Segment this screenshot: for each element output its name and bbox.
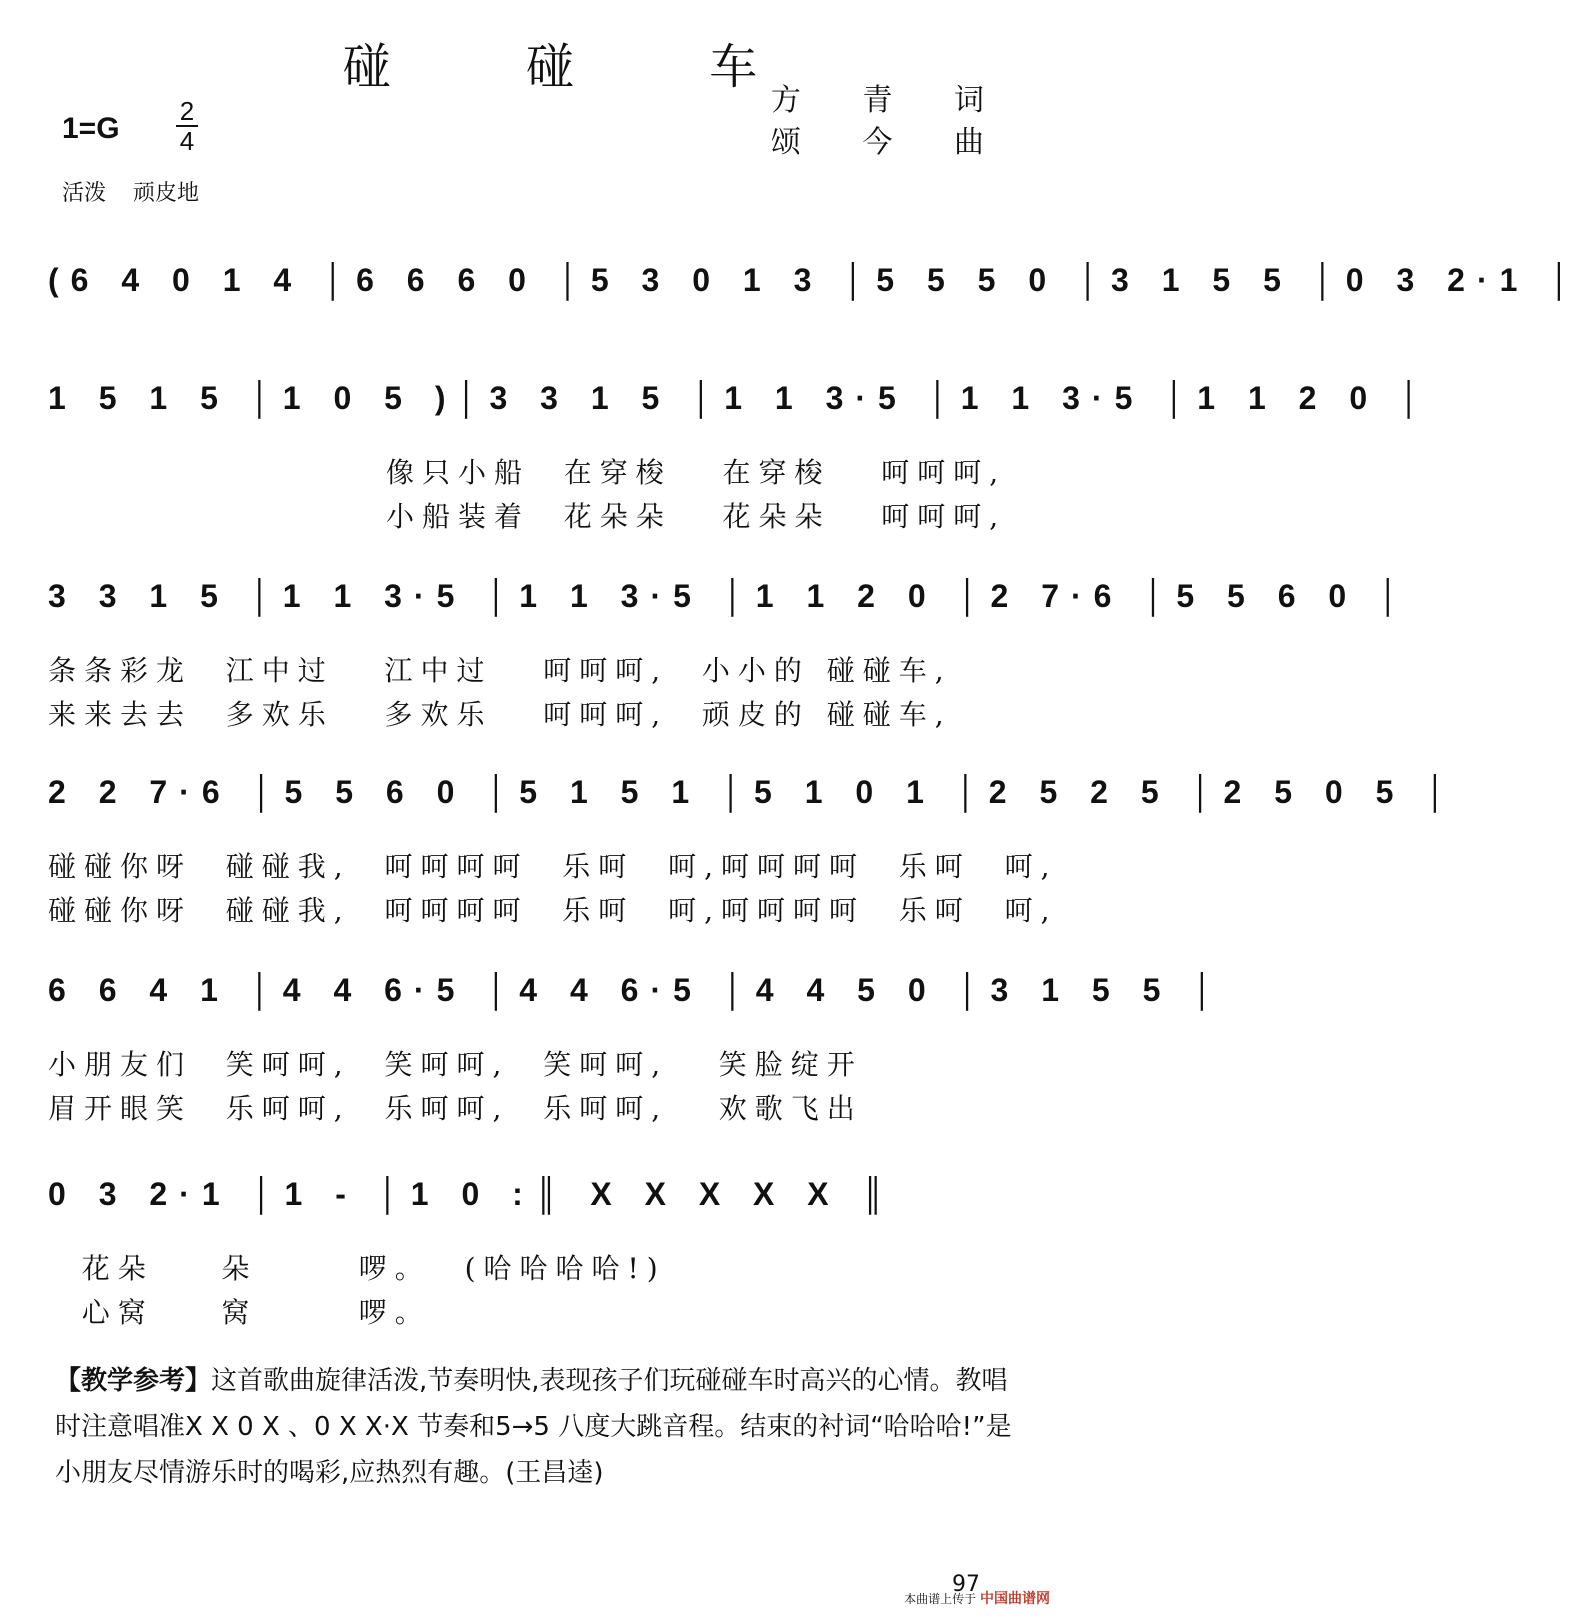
footer-site: 中国曲谱网 (980, 1591, 1050, 1607)
score-row-2 (48, 380, 1432, 539)
teaching-label: 【教学参考】 (55, 1366, 212, 1396)
notes-row: 3 3 1 5 │1 1 3·5 │1 1 3·5 │1 1 2 0 │2 7·6 │5 5 6 0 │ (48, 578, 1412, 614)
meter-bottom: 4 (179, 126, 195, 156)
lyricist-credit: 方 青 词 (770, 83, 1010, 118)
key-signature: 1=G (62, 112, 120, 145)
notes-row: 0 3 2·1 │1 - │1 0 :║ X X X X X ║ (48, 1176, 897, 1212)
lyrics-verse-1: 花朵 朵 啰。 (哈哈哈哈!) (48, 1252, 666, 1285)
notes-row: (6 4 0 1 4 │6 6 6 0 │5 3 0 1 3 │5 5 5 0 │3 1 5 5 │0 3 2·1 │ (48, 262, 1582, 298)
song-title: 碰 碰 车 (342, 39, 818, 95)
lyrics-verse-2: 小船装着 花朵朵 花朵朵 呵呵呵, (48, 500, 1007, 533)
score-row-5 (48, 972, 1226, 1131)
lyrics-verse-1: 碰碰你呀 碰碰我, 呵呵呵呵 乐呵 呵,呵呵呵呵 乐呵 呵, (48, 850, 1058, 883)
notes-row: 1 5 1 5 │1 0 5 )│3 3 1 5 │1 1 3·5 │1 1 3·5 │1 1 2 0 │ (48, 380, 1432, 416)
footer-uploaded: 本曲谱上传于 (904, 1592, 977, 1606)
score-row-1 (48, 262, 1582, 299)
composer-credit: 颂 今 曲 (770, 125, 1010, 160)
lyrics-verse-2: 眉开眼笑 乐呵呵, 乐呵呵, 乐呵呵, 欢歌飞出 (48, 1092, 863, 1125)
lyrics-verse-1: 小朋友们 笑呵呵, 笑呵呵, 笑呵呵, 笑脸绽开 (48, 1048, 863, 1081)
lyrics-verse-2: 心窝 窝 啰。 (48, 1296, 431, 1329)
lyrics-verse-2: 碰碰你呀 碰碰我, 呵呵呵呵 乐呵 呵,呵呵呵呵 乐呵 呵, (48, 894, 1058, 927)
notes-row: 2 2 7·6 │5 5 6 0 │5 1 5 1 │5 1 0 1 │2 5 2 5 │2 5 0 5 │ (48, 774, 1459, 810)
teaching-text: 这首歌曲旋律活泼,节奏明快,表现孩子们玩碰碰车时高兴的心情。教唱时注意唱准X X 0 X 、0 X X·X 节奏和5→5 八度大跳音程。结束的衬词“哈哈哈!”是小朋友尽情游乐时的喝彩,应热烈有趣。(王昌逵) (55, 1366, 1012, 1488)
meter-top: 2 (179, 96, 195, 126)
page-number: 97 (952, 1572, 980, 1597)
lyrics-verse-1: 条条彩龙 江中过 江中过 呵呵呵, 小小的 碰碰车, (48, 654, 952, 687)
lyrics-verse-2: 来来去去 多欢乐 多欢乐 呵呵呵, 顽皮的 碰碰车, (48, 698, 952, 731)
score-row-3 (48, 578, 1412, 737)
score-row-6 (48, 1176, 1048, 1335)
notes-row: 6 6 4 1 │4 4 6·5 │4 4 6·5 │4 4 5 0 │3 1 5 5 │ (48, 972, 1226, 1008)
lyrics-verse-1: 像只小船 在穿梭 在穿梭 呵呵呵, (48, 456, 1007, 489)
footer-watermark (904, 1588, 1050, 1608)
teaching-note (55, 1358, 1030, 1496)
tempo-marking: 活泼 顽皮地 (62, 181, 199, 206)
time-signature (176, 98, 198, 154)
score-row-4 (48, 774, 1459, 933)
credits (771, 80, 1010, 164)
